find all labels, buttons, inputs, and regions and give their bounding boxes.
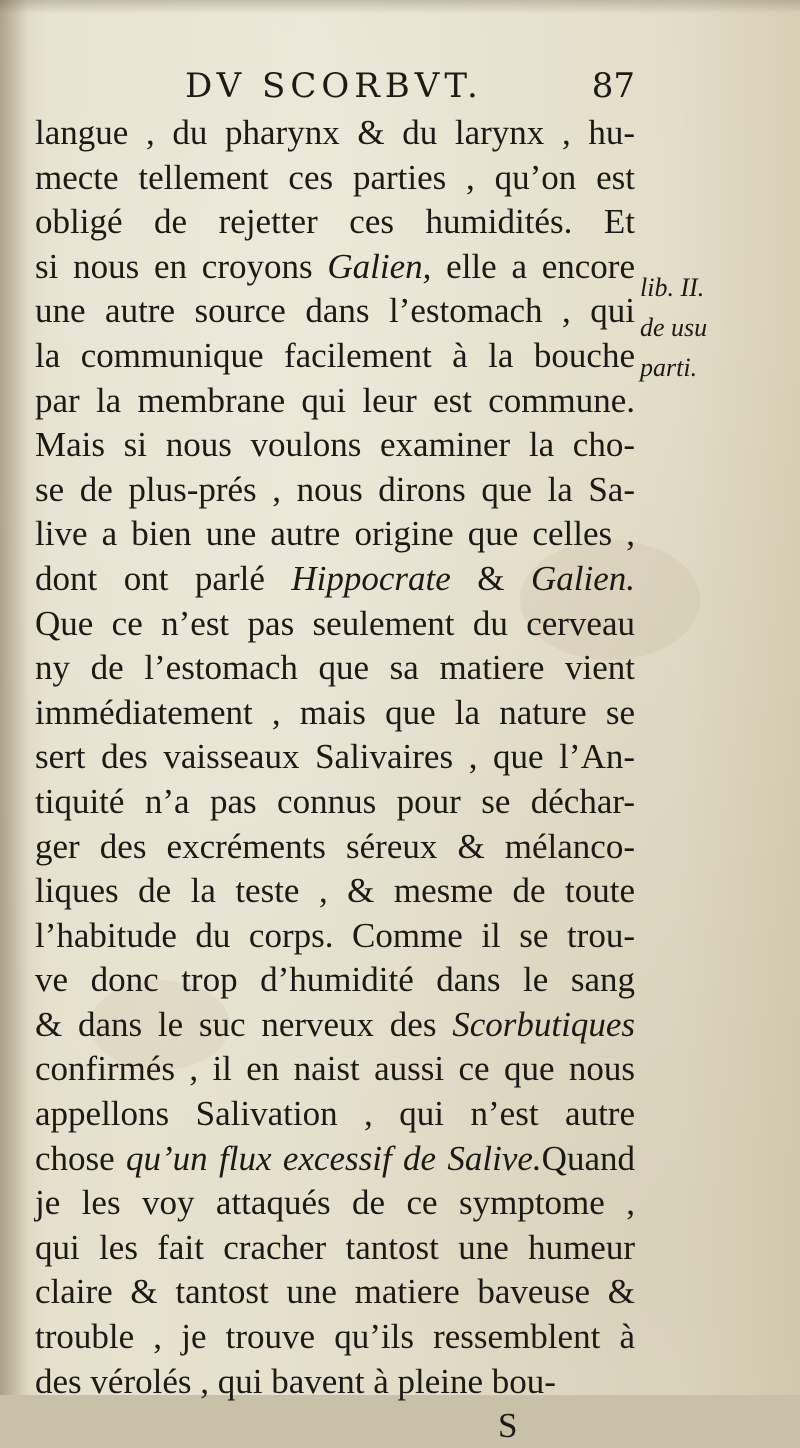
- text-segment: tiquité n’a pas connus pour se déchar-: [35, 781, 635, 821]
- text-line: [35, 1003, 635, 1048]
- text-line: [35, 557, 635, 602]
- italic-text: Scorbutiques: [452, 1004, 635, 1044]
- text-line: [35, 1315, 635, 1360]
- text-segment: trouble , je trouve qu’ils ressemblent à: [35, 1317, 635, 1357]
- text-line: [35, 691, 635, 736]
- text-segment: dont ont parlé: [35, 558, 292, 598]
- gutter-shadow: [0, 0, 28, 1395]
- body-text: [35, 111, 635, 1448]
- text-segment: sert des vaisseaux Salivaires , que l’An-: [35, 737, 635, 777]
- text-segment: ny de l’estomach que sa matiere vient: [35, 648, 635, 688]
- italic-text: Hippocrate: [291, 558, 451, 598]
- text-line: [35, 825, 635, 870]
- text-segment: des vérolés , qui bavent à pleine bou-: [35, 1361, 556, 1401]
- text-line: [35, 1047, 635, 1092]
- text-line: [35, 1137, 635, 1182]
- text-line: [35, 914, 635, 959]
- text-line: [35, 780, 635, 825]
- text-line: [35, 245, 635, 290]
- italic-text: qu’un flux excessif de Salive.: [126, 1138, 542, 1178]
- text-line: [35, 602, 635, 647]
- page-top-edge: [0, 0, 800, 14]
- text-segment: Que ce n’est pas seulement du cerveau: [35, 603, 635, 643]
- text-line: [35, 200, 635, 245]
- italic-text: Galien.: [530, 558, 635, 598]
- text-segment: liques de la teste , & mesme de toute: [35, 871, 635, 911]
- text-segment: confirmés , il en naist aussi ce que nous: [35, 1049, 635, 1089]
- text-line: [35, 958, 635, 1003]
- text-segment: & dans le suc nerveux des: [35, 1004, 453, 1044]
- text-segment: langue , du pharynx & du larynx , hu-: [35, 113, 635, 152]
- text-segment: une autre source dans l’estomach , qui: [35, 291, 635, 331]
- text-segment: qui les fait cracher tantost une humeur: [35, 1227, 635, 1267]
- text-segment: claire & tantost une matiere baveuse &: [35, 1272, 635, 1312]
- text-line: [35, 289, 635, 334]
- text-segment: je les voy attaqués de ce symptome ,: [35, 1183, 635, 1223]
- catchword-row: [35, 1404, 635, 1448]
- text-line: [35, 1092, 635, 1137]
- text-segment: se de plus-prés , nous dirons que la Sa-: [35, 469, 635, 509]
- margin-note-line: parti.: [640, 353, 698, 382]
- italic-text: Galien,: [327, 246, 432, 286]
- running-head: DV SCORBVT.: [185, 66, 483, 106]
- text-segment: mecte tellement ces parties , qu’on est: [35, 157, 635, 197]
- text-segment: immédiatement , mais que la nature se: [35, 692, 635, 732]
- text-line: [35, 869, 635, 914]
- margin-note: [640, 268, 790, 388]
- text-segment: ger des excréments séreux & mélanco-: [35, 826, 635, 866]
- catchword: S: [498, 1406, 518, 1446]
- page-header: [35, 66, 635, 110]
- margin-note-line: de usu: [640, 313, 708, 342]
- text-line: [35, 1270, 635, 1315]
- text-line: [35, 1226, 635, 1271]
- page-number: 87: [591, 66, 635, 106]
- text-segment: ve donc trop d’humidité dans le sang: [35, 960, 635, 1000]
- text-line: [35, 111, 635, 156]
- text-line: [35, 646, 635, 691]
- text-segment: si nous en croyons: [35, 246, 328, 286]
- text-segment: elle a encore: [431, 246, 635, 286]
- text-line: [35, 1360, 635, 1405]
- text-segment: Quand: [541, 1138, 635, 1178]
- text-segment: la communique facilement à la bouche: [35, 335, 635, 375]
- text-segment: l’habitude du corps. Comme il se trou-: [35, 915, 635, 955]
- text-line: [35, 512, 635, 557]
- text-line: [35, 468, 635, 513]
- margin-note-line: lib. II.: [640, 273, 705, 302]
- text-segment: par la membrane qui leur est commune.: [35, 380, 635, 420]
- text-segment: live a bien une autre origine que celles ,: [35, 514, 635, 554]
- text-line: [35, 334, 635, 379]
- text-line: [35, 156, 635, 201]
- text-line: [35, 423, 635, 468]
- text-line: [35, 735, 635, 780]
- text-segment: obligé de rejetter ces humidités. Et: [35, 202, 635, 242]
- text-segment: appellons Salivation , qui n’est autre: [35, 1094, 635, 1134]
- text-segment: chose: [35, 1138, 127, 1178]
- text-line: [35, 379, 635, 424]
- text-line: [35, 1181, 635, 1226]
- text-segment: Mais si nous voulons examiner la cho-: [35, 425, 635, 465]
- text-segment: &: [450, 558, 531, 598]
